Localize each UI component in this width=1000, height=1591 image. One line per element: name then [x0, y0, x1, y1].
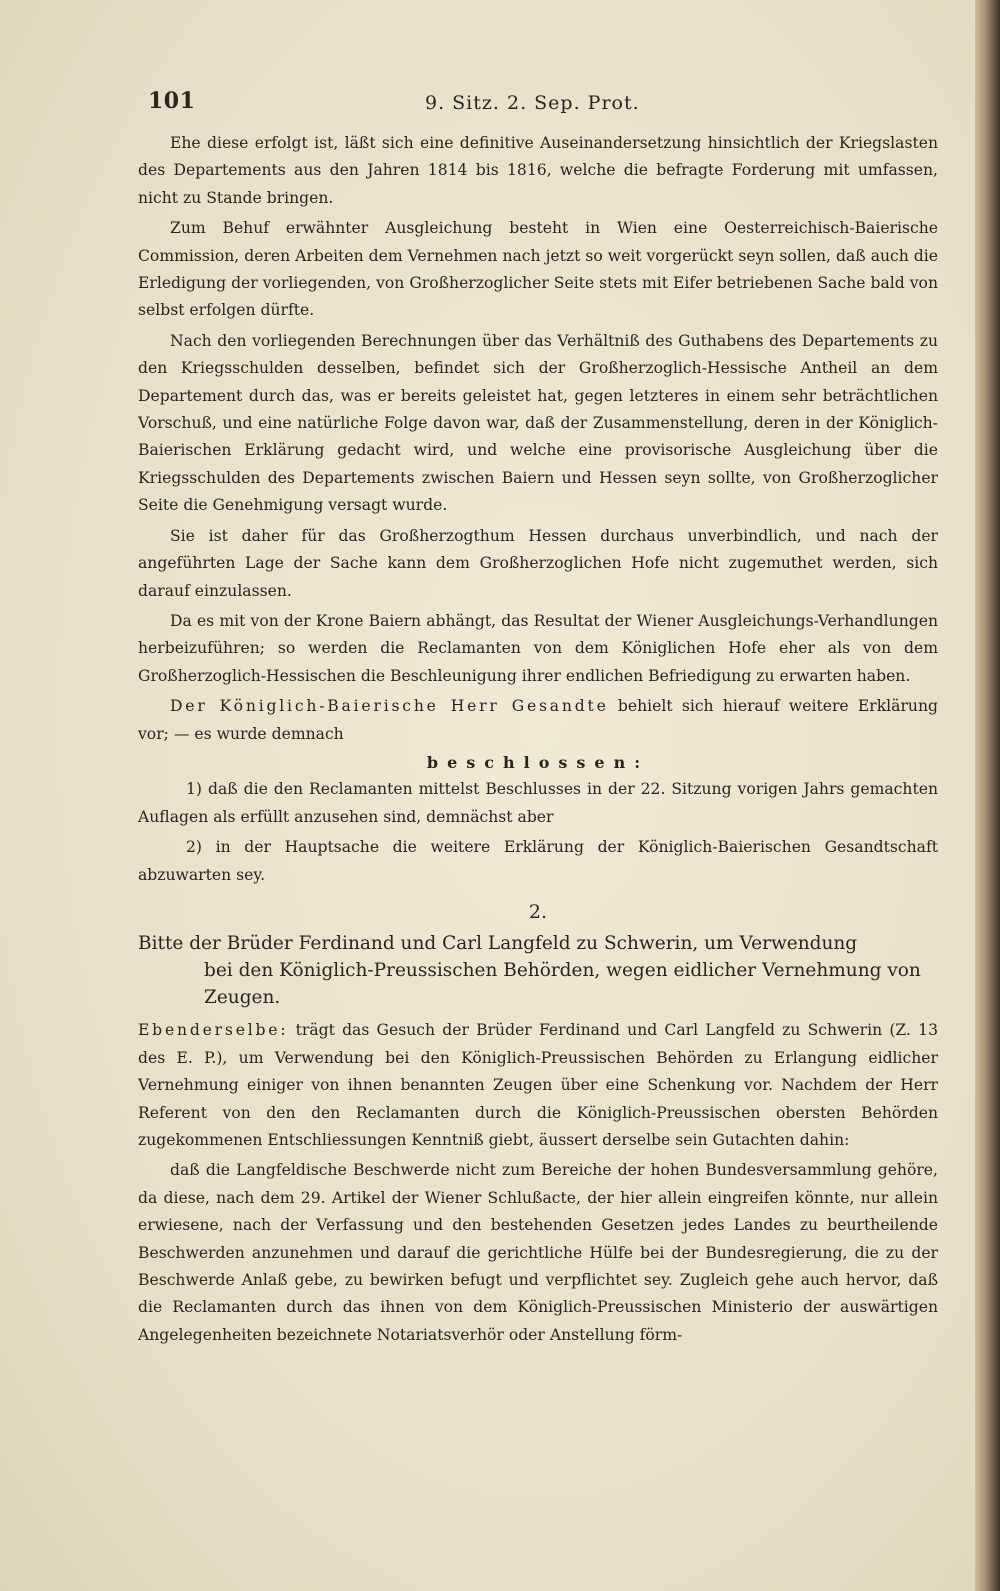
envoy-title: Der Königlich-Baierische Herr Gesandte	[170, 697, 609, 716]
section-intro-lead: Ebenderselbe:	[138, 1021, 289, 1040]
section-title-line-3: Zeugen.	[204, 987, 281, 1009]
section-intro-text: trägt das Gesuch der Brüder Ferdinand und Carl Langfeld zu Schwerin (Z. 13 des E. P.), um Verwendung bei den Königlich-Preussischen Behörden zu Erlangung eidlicher Vernehmung einiger von ihnen benannten Zeugen über eine Schenkung vor. Nachdem der Herr Referent von den den Reclamanten durch die Königlich-Preussischen obersten Behörden zugekommenen Entschliessungen Kenntniß giebt, äussert derselbe sein Gutachten dahin:	[138, 1021, 938, 1149]
book-edge	[975, 0, 1000, 1591]
paragraph-5: Da es mit von der Krone Baiern abhängt, das Resultat der Wiener Ausgleichungs-Verhandlungen herbeizuführen; so werden die Reclamanten von dem Königlichen Hofe eher als von dem Großherzoglich-Hessischen die Beschleunigung ihrer endlichen Befriedigung zu erwarten haben.	[138, 611, 938, 685]
paragraph-3: Nach den vorliegenden Berechnungen über das Verhältniß des Guthabens des Departements zu den Kriegsschulden desselben, befindet sich der Großherzoglich-Hessische Antheil an dem Departement durch das, was er bereits geleistet hat, gegen letzteres in einem sehr beträchtlichen Vorschuß, und eine natürliche Folge davon war, daß der Zusammenstellung, deren in der Königlich-Baierischen Erklärung gedacht wird, und welche eine provisorische Ausgleichung über die Kriegsschulden des Departements zwischen Baiern und Hessen seyn sollte, von Großherzoglicher Seite die Genehmigung versagt wurde.	[138, 331, 938, 515]
resolution-2: 2) in der Hauptsache die weitere Erklärung der Königlich-Baierischen Gesandtschaft abzuwarten sey.	[138, 838, 938, 884]
section-title-line-1: Bitte der Brüder Ferdinand und Carl Langfeld zu Schwerin, um Verwendung	[138, 933, 858, 955]
section-opinion: daß die Langfeldische Beschwerde nicht zum Bereiche der hohen Bundesversammlung gehöre, da diese, nach dem 29. Artikel der Wiener Schlußacte, der hier allein eingreifen könnte, nur allein erwiesene, nach der Verfassung und den bestehenden Gesetzen jedes Landes zu beurtheilende Beschwerden anzunehmen und darauf die gerichtliche Hülfe bei der Bundesregierung, die zu der Beschwerde Anlaß gebe, zu bewirken befugt und verpflichtet sey. Zugleich gehe auch hervor, daß die Reclamanten durch das ihnen von dem Königlich-Preussischen Ministerio der auswärtigen Angelegenheiten bezeichnete Notariatsverhör oder Anstellung förm-	[138, 1161, 938, 1344]
envoy-text: behielt sich hierauf weitere Erklärung vor; — es wurde demnach	[138, 697, 938, 743]
paragraph-4: Sie ist daher für das Großherzogthum Hessen durchaus unverbindlich, und nach der angeführten Lage der Sache kann dem Großherzoglichen Hofe nicht zugemuthet werden, sich darauf einzulassen.	[138, 526, 938, 600]
resolved-heading: beschlossen:	[426, 752, 650, 772]
section-intro	[138, 1017, 938, 1154]
page-content	[138, 88, 938, 1349]
section-title	[138, 930, 938, 1011]
envoy-paragraph	[138, 693, 938, 748]
section-number: 2.	[528, 900, 548, 923]
page-number: 101	[148, 88, 196, 114]
paragraph-1: Ehe diese erfolgt ist, läßt sich eine definitive Auseinandersetzung hinsichtlich der Kriegslasten des Departements aus den Jahren 1814 bis 1816, welche die befragte Forderung mit umfassen, nicht zu Stande bringen.	[138, 134, 938, 207]
page-header	[138, 88, 938, 130]
section-title-line-2: bei den Königlich-Preussischen Behörden, wegen eidlicher Vernehmung von	[204, 960, 921, 982]
running-head: 9. Sitz. 2. Sep. Prot.	[425, 92, 640, 114]
resolution-1: 1) daß die den Reclamanten mittelst Beschlusses in der 22. Sitzung vorigen Jahrs gemachten Auflagen als erfüllt anzusehen sind, demnächst aber	[138, 780, 938, 826]
paragraph-2: Zum Behuf erwähnter Ausgleichung besteht in Wien eine Oesterreichisch-Baierische Commission, deren Arbeiten dem Vernehmen nach jetzt so weit vorgerückt seyn sollen, daß auch die Erledigung der vorliegenden, von Großherzoglicher Seite stets mit Eifer betriebenen Sache bald von selbst erfolgen dürfte.	[138, 219, 938, 320]
